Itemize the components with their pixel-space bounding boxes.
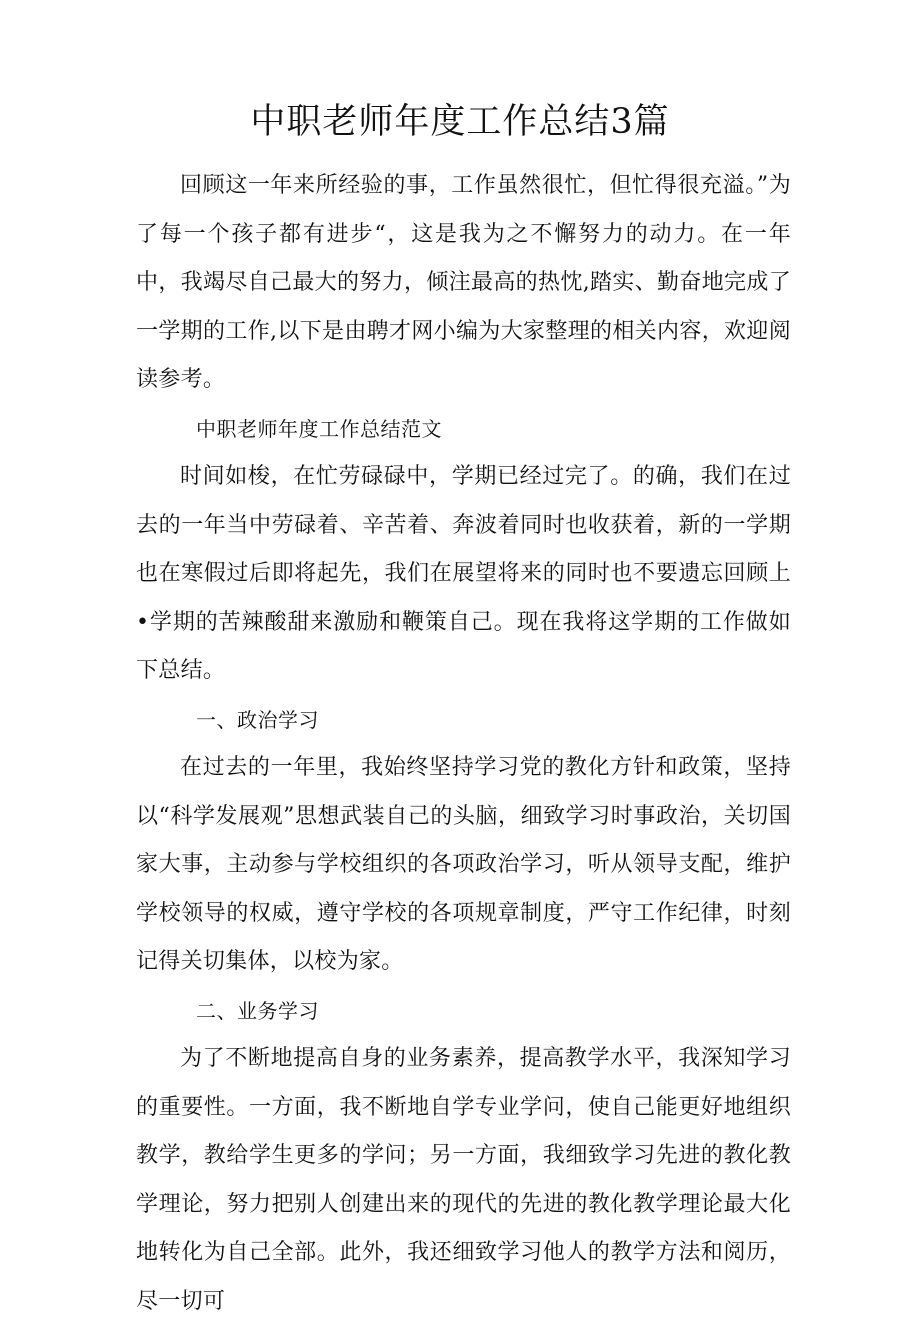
document-body <box>136 162 791 1326</box>
opening-paragraph: 时间如梭，在忙劳碌碌中，学期已经过完了。的确，我们在过去的一年当中劳碌着、辛苦着、奔波着同时也收获着，新的一学期也在寒假过后即将起先，我们在展望将来的同时也不要遗忘回顾上•学期的苦辣酸甜来激励和鞭策自己。现在我将这学期的工作做如下总结。 <box>136 464 791 683</box>
document-title: 中职老师年度工作总结3篇 <box>250 102 670 142</box>
intro-paragraph: 回顾这一年来所经验的事，工作虽然很忙，但忙得很充溢。”为了每一个孩子都有进步“，这是我为之不懈努力的动力。在一年中，我竭尽自己最大的努力，倾注最高的热忱,踏实、勤奋地完成了一学期的工作,以下是由聘才网小编为大家整理的相关内容，欢迎阅读参考。 <box>136 173 791 392</box>
section-paragraph-business: 为了不断地提高自身的业务素养，提高教学水平，我深知学习的重要性。一方面，我不断地自学专业学问，使自己能更好地组织教学，教给学生更多的学问；另一方面，我细致学习先进的教化教学理论，努力把别人创建出来的现代的先进的教化教学理论最大化地转化为自己全部。此外，我还细致学习他人的教学方法和阅历，尽一切可 <box>136 1046 791 1314</box>
section-heading-business: 二、业务学习 <box>196 998 319 1023</box>
section-paragraph-politics: 在过去的一年里，我始终坚持学习党的教化方针和政策，坚持以“科学发展观”思想武装自己的头脑，细致学习时事政治，关切国家大事，主动参与学校组织的各项政治学习，听从领导支配，维护学校领导的权威，遵守学校的各项规章制度，严守工作纪律，时刻记得关切集体，以校为家。 <box>136 755 791 974</box>
section-heading-politics: 一、政治学习 <box>196 707 319 732</box>
subtitle-heading: 中职老师年度工作总结范文 <box>196 416 442 441</box>
